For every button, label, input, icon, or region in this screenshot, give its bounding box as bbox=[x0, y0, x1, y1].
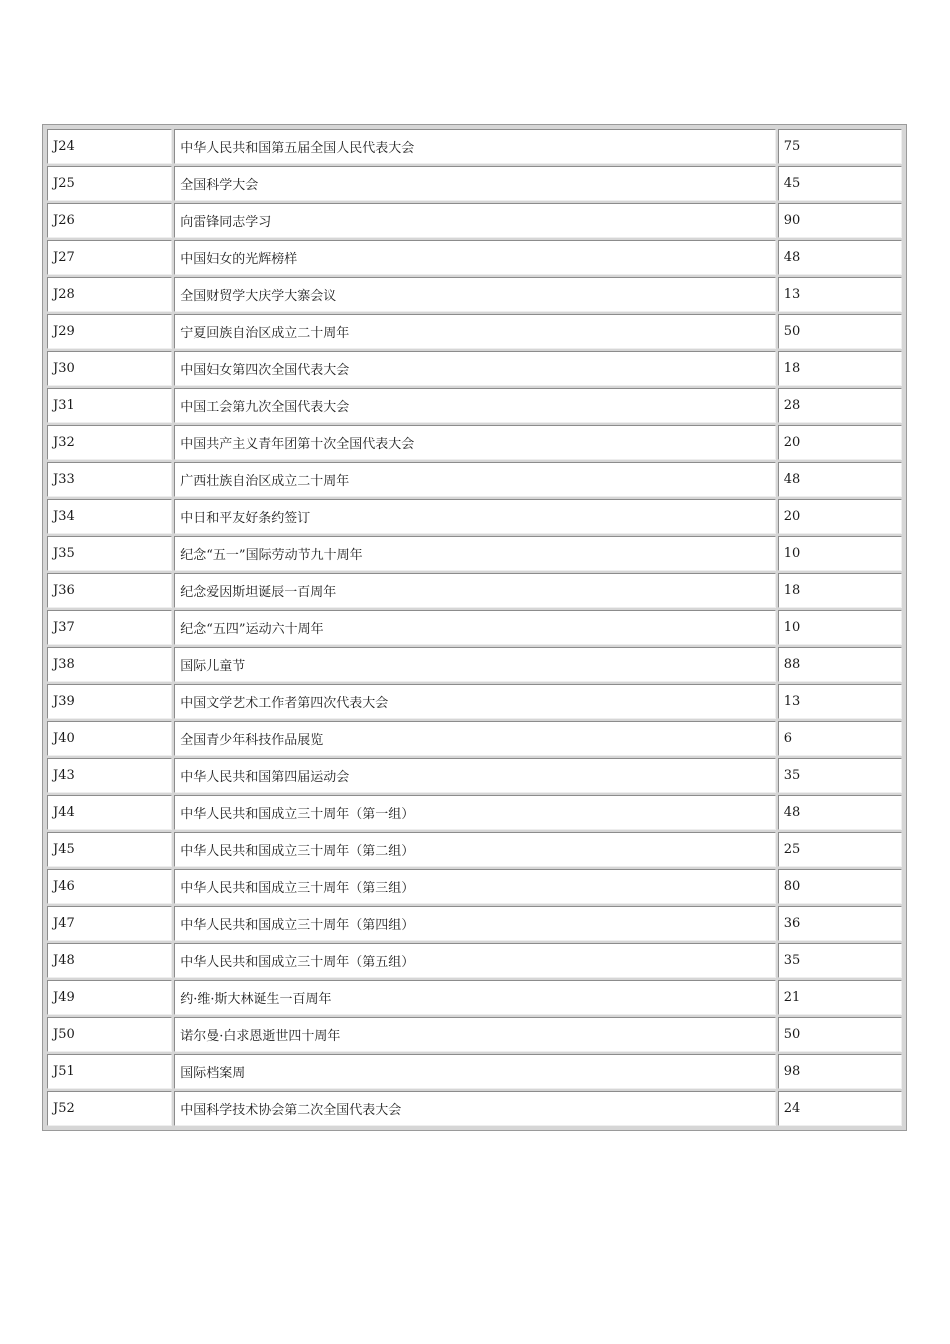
count-cell: 13 bbox=[778, 684, 902, 719]
name-cell: 中华人民共和国第四届运动会 bbox=[174, 758, 775, 793]
code-cell: J37 bbox=[47, 610, 172, 645]
count-cell: 20 bbox=[778, 425, 902, 460]
name-cell: 纪念“五四”运动六十周年 bbox=[174, 610, 775, 645]
code-cell: J52 bbox=[47, 1091, 172, 1126]
code-cell: J50 bbox=[47, 1017, 172, 1052]
table-row bbox=[47, 388, 902, 423]
count-cell: 10 bbox=[778, 610, 902, 645]
name-cell: 纪念爱因斯坦诞辰一百周年 bbox=[174, 573, 775, 608]
code-cell: J26 bbox=[47, 203, 172, 238]
table-row bbox=[47, 721, 902, 756]
table-row bbox=[47, 240, 902, 275]
count-cell: 10 bbox=[778, 536, 902, 571]
name-cell: 中日和平友好条约签订 bbox=[174, 499, 775, 534]
count-cell: 48 bbox=[778, 462, 902, 497]
code-cell: J31 bbox=[47, 388, 172, 423]
name-cell: 中国共产主义青年团第十次全国代表大会 bbox=[174, 425, 775, 460]
code-cell: J51 bbox=[47, 1054, 172, 1089]
name-cell: 国际儿童节 bbox=[174, 647, 775, 682]
table-row bbox=[47, 277, 902, 312]
code-cell: J45 bbox=[47, 832, 172, 867]
table-row bbox=[47, 832, 902, 867]
name-cell: 全国财贸学大庆学大寨会议 bbox=[174, 277, 775, 312]
table-row bbox=[47, 425, 902, 460]
table-row bbox=[47, 610, 902, 645]
name-cell: 向雷锋同志学习 bbox=[174, 203, 775, 238]
code-cell: J25 bbox=[47, 166, 172, 201]
count-cell: 6 bbox=[778, 721, 902, 756]
count-cell: 48 bbox=[778, 795, 902, 830]
table-row bbox=[47, 166, 902, 201]
table-row bbox=[47, 203, 902, 238]
code-cell: J27 bbox=[47, 240, 172, 275]
name-cell: 约·维·斯大林诞生一百周年 bbox=[174, 980, 775, 1015]
table-row bbox=[47, 499, 902, 534]
table-row bbox=[47, 758, 902, 793]
count-cell: 90 bbox=[778, 203, 902, 238]
code-cell: J24 bbox=[47, 129, 172, 164]
code-cell: J28 bbox=[47, 277, 172, 312]
count-cell: 18 bbox=[778, 573, 902, 608]
name-cell: 中华人民共和国成立三十周年（第五组） bbox=[174, 943, 775, 978]
name-cell: 中国妇女第四次全国代表大会 bbox=[174, 351, 775, 386]
code-cell: J46 bbox=[47, 869, 172, 904]
code-cell: J49 bbox=[47, 980, 172, 1015]
table-row bbox=[47, 795, 902, 830]
name-cell: 中国科学技术协会第二次全国代表大会 bbox=[174, 1091, 775, 1126]
name-cell: 国际档案周 bbox=[174, 1054, 775, 1089]
count-cell: 88 bbox=[778, 647, 902, 682]
count-cell: 36 bbox=[778, 906, 902, 941]
table-row bbox=[47, 684, 902, 719]
name-cell: 宁夏回族自治区成立二十周年 bbox=[174, 314, 775, 349]
name-cell: 全国科学大会 bbox=[174, 166, 775, 201]
table-row bbox=[47, 536, 902, 571]
count-cell: 18 bbox=[778, 351, 902, 386]
table-body bbox=[47, 129, 902, 1126]
count-cell: 45 bbox=[778, 166, 902, 201]
code-cell: J34 bbox=[47, 499, 172, 534]
count-cell: 28 bbox=[778, 388, 902, 423]
table-row bbox=[47, 1054, 902, 1089]
code-cell: J39 bbox=[47, 684, 172, 719]
count-cell: 50 bbox=[778, 314, 902, 349]
stamp-issue-table bbox=[45, 127, 904, 1128]
table-row bbox=[47, 980, 902, 1015]
table-row bbox=[47, 573, 902, 608]
name-cell: 广西壮族自治区成立二十周年 bbox=[174, 462, 775, 497]
table-row bbox=[47, 647, 902, 682]
count-cell: 98 bbox=[778, 1054, 902, 1089]
code-cell: J29 bbox=[47, 314, 172, 349]
code-cell: J43 bbox=[47, 758, 172, 793]
table-row bbox=[47, 1017, 902, 1052]
table-row bbox=[47, 943, 902, 978]
count-cell: 21 bbox=[778, 980, 902, 1015]
name-cell: 中华人民共和国成立三十周年（第三组） bbox=[174, 869, 775, 904]
count-cell: 25 bbox=[778, 832, 902, 867]
name-cell: 诺尔曼·白求恩逝世四十周年 bbox=[174, 1017, 775, 1052]
count-cell: 48 bbox=[778, 240, 902, 275]
count-cell: 35 bbox=[778, 758, 902, 793]
name-cell: 中国文学艺术工作者第四次代表大会 bbox=[174, 684, 775, 719]
name-cell: 中华人民共和国成立三十周年（第一组） bbox=[174, 795, 775, 830]
code-cell: J38 bbox=[47, 647, 172, 682]
code-cell: J33 bbox=[47, 462, 172, 497]
code-cell: J32 bbox=[47, 425, 172, 460]
name-cell: 中国工会第九次全国代表大会 bbox=[174, 388, 775, 423]
code-cell: J48 bbox=[47, 943, 172, 978]
code-cell: J47 bbox=[47, 906, 172, 941]
table-row bbox=[47, 129, 902, 164]
name-cell: 纪念“五一”国际劳动节九十周年 bbox=[174, 536, 775, 571]
name-cell: 中华人民共和国成立三十周年（第二组） bbox=[174, 832, 775, 867]
count-cell: 80 bbox=[778, 869, 902, 904]
table-row bbox=[47, 314, 902, 349]
table-row bbox=[47, 462, 902, 497]
table-row bbox=[47, 1091, 902, 1126]
stamp-table-container bbox=[42, 124, 907, 1131]
name-cell: 全国青少年科技作品展览 bbox=[174, 721, 775, 756]
table-row bbox=[47, 906, 902, 941]
count-cell: 24 bbox=[778, 1091, 902, 1126]
code-cell: J40 bbox=[47, 721, 172, 756]
code-cell: J36 bbox=[47, 573, 172, 608]
table-row bbox=[47, 869, 902, 904]
count-cell: 13 bbox=[778, 277, 902, 312]
count-cell: 35 bbox=[778, 943, 902, 978]
name-cell: 中国妇女的光辉榜样 bbox=[174, 240, 775, 275]
count-cell: 20 bbox=[778, 499, 902, 534]
code-cell: J35 bbox=[47, 536, 172, 571]
code-cell: J44 bbox=[47, 795, 172, 830]
name-cell: 中华人民共和国成立三十周年（第四组） bbox=[174, 906, 775, 941]
code-cell: J30 bbox=[47, 351, 172, 386]
count-cell: 75 bbox=[778, 129, 902, 164]
count-cell: 50 bbox=[778, 1017, 902, 1052]
table-row bbox=[47, 351, 902, 386]
name-cell: 中华人民共和国第五届全国人民代表大会 bbox=[174, 129, 775, 164]
